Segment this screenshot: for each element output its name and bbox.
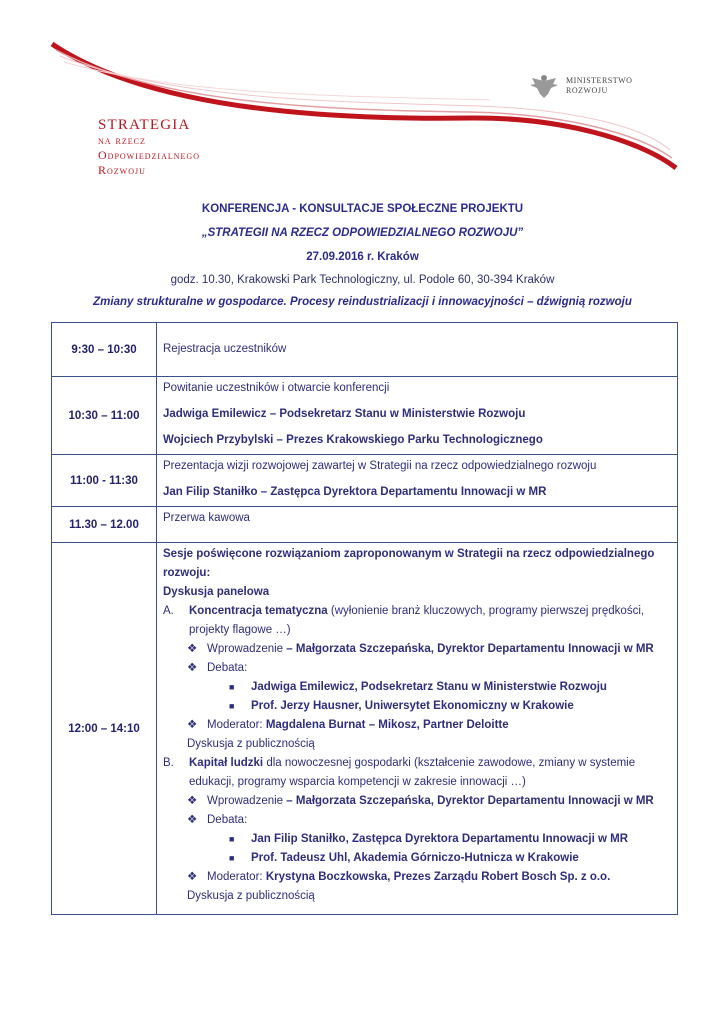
conference-subtitle: „STRATEGII NA RZECZ ODPOWIEDZIALNEGO ROZWOJU”	[201, 227, 524, 239]
agenda-time: 11.30 – 12.00	[52, 507, 157, 543]
topic-title: Koncentracja tematyczna	[189, 605, 328, 617]
panelist: Prof. Jerzy Hausner, Uniwersytet Ekonomiczny w Krakowie	[251, 700, 574, 712]
logo-line-4: Rozwoju	[98, 163, 146, 177]
square-bullet-icon: ■	[229, 853, 235, 863]
logo-line-3: Odpowiedzialnego	[98, 148, 200, 162]
list-item	[163, 830, 677, 849]
session-intro: rozwoju:	[163, 567, 211, 579]
topic-letter: B.	[163, 757, 174, 769]
list-item	[163, 811, 677, 830]
agenda-item	[157, 377, 678, 455]
list-item	[163, 678, 677, 697]
list-item	[163, 659, 677, 678]
agenda-item	[157, 507, 678, 543]
panelist: Jadwiga Emilewicz, Podsekretarz Stanu w Ministerstwie Rozwoju	[251, 681, 607, 693]
speaker: Wojciech Przybylski – Prezes Krakowskiego Parku Technologicznego	[163, 434, 543, 446]
topic-letter: A.	[163, 605, 174, 617]
ministry-line-2: ROZWOJU	[566, 86, 608, 95]
topic-desc: dla nowoczesnej gospodarki (kształcenie zawodowe, zmiany w systemie	[263, 757, 636, 769]
topic-a	[163, 602, 677, 621]
conference-theme: Zmiany strukturalne w gospodarce. Procesy reindustrializacji i innowacyjności – dźwignią rozwoju	[93, 296, 632, 308]
topic-desc: edukacji, programy wsparcia kompetencji w zakresie innowacji …)	[189, 776, 526, 788]
list-item	[163, 697, 677, 716]
square-bullet-icon: ■	[229, 834, 235, 844]
table-row	[52, 455, 678, 507]
agenda-text: Prezentacja wizji rozwojowej zawartej w Strategii na rzecz odpowiedzialnego rozwoju	[163, 460, 597, 472]
list-item	[163, 868, 677, 887]
agenda-time: 11:00 - 11:30	[52, 455, 157, 507]
public-discussion: Dyskusja z publicznością	[187, 738, 315, 750]
panelist: Prof. Tadeusz Uhl, Akademia Górniczo-Hutnicza w Krakowie	[251, 852, 579, 864]
strategy-logo	[98, 118, 200, 178]
topic-desc: (wyłonienie branż kluczowych, programy pierwszej prędkości,	[327, 605, 645, 617]
session-intro: Sesje poświęcone rozwiązaniom zaproponowanym w Strategii na rzecz odpowiedzialnego	[163, 548, 655, 560]
ministry-logo	[528, 72, 632, 100]
conference-venue: godz. 10.30, Krakowski Park Technologiczny, ul. Podole 60, 30-394 Kraków	[170, 274, 555, 286]
speaker: Jan Filip Staniłko – Zastępca Dyrektora Departamentu Innowacji w MR	[163, 486, 547, 498]
speaker: Jadwiga Emilewicz – Podsekretarz Stanu w Ministerstwie Rozwoju	[163, 408, 526, 420]
list-item	[163, 792, 677, 811]
table-row	[52, 323, 678, 377]
agenda-time: 10:30 – 11:00	[52, 377, 157, 455]
diamond-bullet-icon: ❖	[187, 814, 198, 826]
conference-date: 27.09.2016 r. Kraków	[306, 251, 419, 263]
agenda-item	[157, 455, 678, 507]
table-row	[52, 507, 678, 543]
agenda-text: Przerwa kawowa	[163, 512, 250, 524]
conference-title: KONFERENCJA - KONSULTACJE SPOŁECZNE PROJEKTU	[201, 203, 524, 215]
table-row	[52, 377, 678, 455]
diamond-bullet-icon: ❖	[187, 871, 198, 883]
diamond-bullet-icon: ❖	[187, 795, 198, 807]
moderator: Magdalena Burnat – Mikosz, Partner Deloitte	[265, 719, 509, 731]
agenda-text: Powitanie uczestników i otwarcie konferencji	[163, 382, 390, 394]
agenda-time: 9:30 – 10:30	[52, 323, 157, 377]
topic-b	[163, 754, 677, 773]
table-row	[52, 543, 678, 915]
diamond-bullet-icon: ❖	[187, 643, 198, 655]
agenda-item	[157, 323, 678, 377]
agenda-item	[157, 543, 678, 915]
label: Moderator:	[207, 871, 266, 883]
agenda-time: 12:00 – 14:10	[52, 543, 157, 915]
panelist: Jan Filip Staniłko, Zastępca Dyrektora Departamentu Innowacji w MR	[251, 833, 629, 845]
speaker: – Małgorzata Szczepańska, Dyrektor Departamentu Innowacji w MR	[283, 643, 654, 655]
label: Moderator:	[207, 719, 266, 731]
topic-title: Kapitał ludzki	[189, 757, 264, 769]
topic-desc: projekty flagowe …)	[189, 624, 291, 636]
diamond-bullet-icon: ❖	[187, 662, 198, 674]
square-bullet-icon: ■	[229, 682, 235, 692]
polish-eagle-icon	[528, 72, 560, 100]
agenda-text: Rejestracja uczestników	[163, 343, 287, 355]
moderator: Krystyna Boczkowska, Prezes Zarządu Robert Bosch Sp. z o.o.	[265, 871, 611, 883]
logo-line-2: na rzecz	[98, 133, 146, 147]
diamond-bullet-icon: ❖	[187, 719, 198, 731]
agenda-table	[51, 322, 678, 915]
list-item	[163, 640, 677, 659]
panel-label: Dyskusja panelowa	[163, 586, 270, 598]
label: Debata:	[207, 814, 248, 826]
speaker: – Małgorzata Szczepańska, Dyrektor Departamentu Innowacji w MR	[283, 795, 654, 807]
public-discussion: Dyskusja z publicznością	[187, 890, 315, 902]
list-item	[163, 716, 677, 735]
label: Wprowadzenie	[207, 795, 284, 807]
logo-line-1: STRATEGIA	[98, 117, 191, 133]
square-bullet-icon: ■	[229, 701, 235, 711]
list-item	[163, 849, 677, 868]
label: Debata:	[207, 662, 248, 674]
label: Wprowadzenie	[207, 643, 284, 655]
ministry-line-1: MINISTERSTWO	[566, 76, 633, 85]
